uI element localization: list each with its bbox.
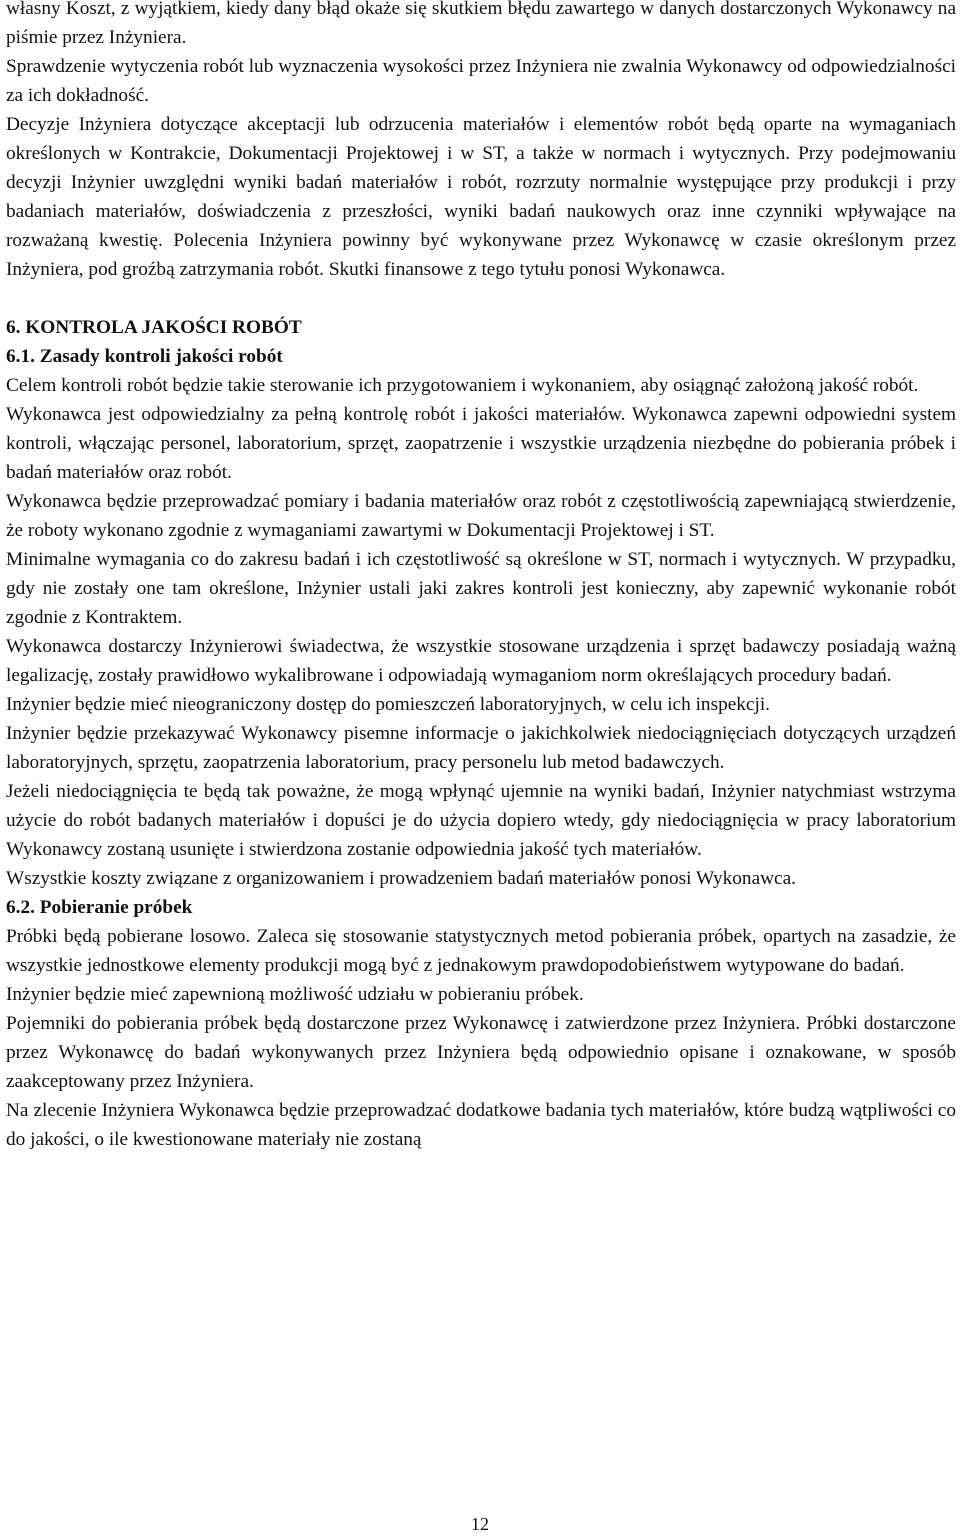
paragraph: Minimalne wymagania co do zakresu badań i ich częstotliwość są określone w ST, normach i wytycznych. W przypadku, gdy nie zostały one tam określone, Inżynier ustali jaki zakres kontroli jest konieczny, aby zapewnić wykonanie robót zgodnie z Kontraktem. — [6, 549, 956, 628]
subsection-heading: 6.2. Pobieranie próbek — [6, 897, 193, 918]
paragraph: Wykonawca jest odpowiedzialny za pełną kontrolę robót i jakości materiałów. Wykonawca zapewni odpowiedni system kontroli, włączając personel, laboratorium, sprzęt, zaopatrzenie i wszystkie urządzenia niezbędne do pobierania próbek i badań materiałów oraz robót. — [6, 404, 956, 483]
paragraph: Inżynier będzie mieć zapewnioną możliwość udziału w pobieraniu próbek. — [6, 984, 584, 1005]
section-heading: 6. KONTROLA JAKOŚCI ROBÓT — [6, 317, 302, 338]
paragraph: Celem kontroli robót będzie takie sterowanie ich przygotowaniem i wykonaniem, aby osiągnąć założoną jakość robót. — [6, 375, 919, 396]
page-number: 12 — [471, 1514, 489, 1534]
paragraph: Pojemniki do pobierania próbek będą dostarczone przez Wykonawcę i zatwierdzone przez Inżyniera. Próbki dostarczone przez Wykonawcę do badań wykonywanych przez Inżyniera będą odpowiednio opisane i oznakowane, w sposób zaakceptowany przez Inżyniera. — [6, 1013, 956, 1092]
subsection-heading: 6.1. Zasady kontroli jakości robót — [6, 346, 283, 367]
paragraph: Decyzje Inżyniera dotyczące akceptacji lub odrzucenia materiałów i elementów robót będą oparte na wymaganiach określonych w Kontrakcie, Dokumentacji Projektowej i w ST, a także w normach i wytycznych. Przy podejmowaniu decyzji Inżynier uwzględni wyniki badań materiałów i robót, rozrzuty normalnie występujące przy produkcji i przy badaniach materiałów, doświadczenia z przeszłości, wyniki badań naukowych oraz inne czynniki wpływające na rozważaną kwestię. Polecenia Inżyniera powinny być wykonywane przez Wykonawcę w czasie określonym przez Inżyniera, pod groźbą zatrzymania robót. Skutki finansowe z tego tytułu ponosi Wykonawca. — [6, 114, 956, 280]
blank-line — [6, 284, 956, 313]
paragraph: Wszystkie koszty związane z organizowaniem i prowadzeniem badań materiałów ponosi Wykonawca. — [6, 868, 796, 889]
paragraph: Próbki będą pobierane losowo. Zaleca się stosowanie statystycznych metod pobierania próbek, opartych na zasadzie, że wszystkie jednostkowe elementy produkcji mogą być z jednakowym prawdopodobieństwem wytypowane do badań. — [6, 926, 956, 976]
paragraph: Inżynier będzie przekazywać Wykonawcy pisemne informacje o jakichkolwiek niedociągnięciach dotyczących urządzeń laboratoryjnych, sprzętu, zaopatrzenia laboratorium, pracy personelu lub metod badawczych. — [6, 723, 956, 773]
paragraph: Wykonawca będzie przeprowadzać pomiary i badania materiałów oraz robót z częstotliwością zapewniającą stwierdzenie, że roboty wykonano zgodnie z wymaganiami zawartymi w Dokumentacji Projektowej i ST. — [6, 491, 956, 541]
document-body — [6, 0, 956, 1154]
paragraph: własny Koszt, z wyjątkiem, kiedy dany błąd okaże się skutkiem błędu zawartego w danych dostarczonych Wykonawcy na piśmie przez Inżyniera. — [6, 0, 956, 48]
paragraph: Sprawdzenie wytyczenia robót lub wyznaczenia wysokości przez Inżyniera nie zwalnia Wykonawcy od odpowiedzialności za ich dokładność. — [6, 56, 956, 106]
paragraph: Wykonawca dostarczy Inżynierowi świadectwa, że wszystkie stosowane urządzenia i sprzęt badawczy posiadają ważną legalizację, zostały prawidłowo wykalibrowane i odpowiadają wymaganiom norm określających procedury badań. — [6, 636, 956, 686]
paragraph: Na zlecenie Inżyniera Wykonawca będzie przeprowadzać dodatkowe badania tych materiałów, które budzą wątpliwości co do jakości, o ile kwestionowane materiały nie zostaną — [6, 1100, 956, 1150]
paragraph: Inżynier będzie mieć nieograniczony dostęp do pomieszczeń laboratoryjnych, w celu ich inspekcji. — [6, 694, 771, 715]
paragraph: Jeżeli niedociągnięcia te będą tak poważne, że mogą wpłynąć ujemnie na wyniki badań, Inżynier natychmiast wstrzyma użycie do robót badanych materiałów i dopuści je do użycia dopiero wtedy, gdy niedociągnięcia w pracy laboratorium Wykonawcy zostaną usunięte i stwierdzona zostanie odpowiednia jakość tych materiałów. — [6, 781, 956, 860]
